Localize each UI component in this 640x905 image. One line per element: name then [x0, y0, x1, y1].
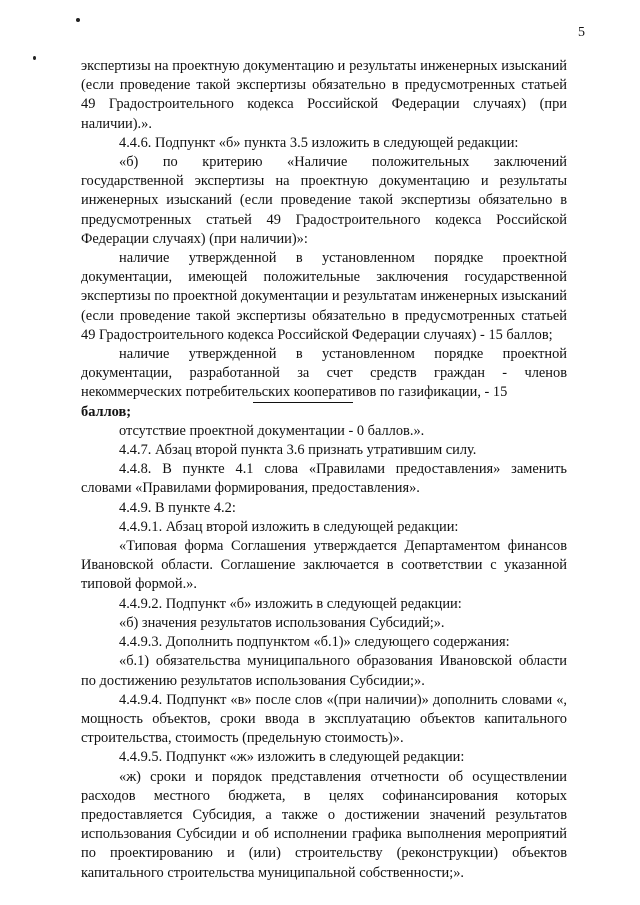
page-number: 5	[578, 25, 585, 40]
separator-line	[253, 402, 353, 403]
paragraph: 4.4.9.5. Подпункт «ж» изложить в следующей редакции:	[119, 749, 465, 766]
paragraph: 4.4.6. Подпункт «б» пункта 3.5 изложить в следующей редакции:	[119, 134, 519, 151]
paragraph: «б) по критерию «Наличие положительных заключений государственной экспертизы на проектную документацию и результаты инженерных изысканий (если проведение такой экспертизы обязательно в предусмотренных статьей 49 Градостроительного кодекса Российской Федерации случаях) (при наличии)»:	[81, 154, 567, 247]
paragraph: «б) значения результатов использования Субсидий;».	[119, 614, 445, 631]
paragraph: 4.4.9. В пункте 4.2:	[119, 499, 236, 516]
paragraph: экспертизы на проектную документацию и результаты инженерных изысканий (если проведение такой экспертизы обязательно в предусмотренных статьей 49 Градостроительного кодекса Российской Федерации случаях) (при наличии).».	[81, 58, 567, 132]
scan-speck	[76, 18, 80, 22]
paragraph: «Типовая форма Соглашения утверждается Департаментом финансов Ивановской области. Соглашение заключается в соответствии с указанной типовой формой.».	[81, 538, 567, 593]
paragraph: 4.4.8. В пункте 4.1 слова «Правилами предоставления» заменить словами «Правилами формирования, предоставления».	[81, 461, 567, 497]
scan-speck	[33, 56, 36, 60]
paragraph: 4.4.9.3. Дополнить подпунктом «б.1)» следующего содержания:	[119, 634, 510, 651]
document-body	[81, 57, 567, 883]
paragraph: отсутствие проектной документации - 0 баллов.».	[119, 422, 425, 439]
paragraph: наличие утвержденной в установленном порядке проектной документации, имеющей положительные заключения государственной экспертизы по проектной документации и результатам инженерных изысканий (если проведение такой экспертизы обязательно в предусмотренных статьей 49 Градостроительного кодекса Российской Федерации случаях) - 15 баллов;	[81, 250, 567, 343]
paragraph: «ж) сроки и порядок представления отчетности об осуществлении расходов местного бюджета, в целях софинансирования которых предоставляется Субсидия, а также о достижении значений результатов использования Субсидии и об исполнении графика выполнения мероприятий по проектированию и (или) строительству (реконструкции) объектов капитального строительства муниципальной собственности;».	[81, 768, 567, 881]
paragraph: 4.4.9.1. Абзац второй изложить в следующей редакции:	[119, 518, 459, 535]
paragraph: 4.4.9.2. Подпункт «б» изложить в следующей редакции:	[119, 595, 462, 612]
paragraph: 4.4.7. Абзац второй пункта 3.6 признать утратившим силу.	[119, 442, 477, 459]
paragraph: 4.4.9.4. Подпункт «в» после слов «(при наличии)» дополнить словами «, мощность объектов, сроки ввода в эксплуатацию объектов капитального строительства, стоимость (предельную стоимость)».	[81, 691, 567, 747]
paragraph: баллов;	[81, 403, 132, 420]
paragraph: «б.1) обязательства муниципального образования Ивановской области по достижению результатов использования Субсидии;».	[81, 653, 567, 689]
paragraph: наличие утвержденной в установленном порядке проектной документации, разработанной за счет средств граждан - членов некоммерческих потребительских кооперативов по газификации, - 15	[81, 346, 567, 401]
